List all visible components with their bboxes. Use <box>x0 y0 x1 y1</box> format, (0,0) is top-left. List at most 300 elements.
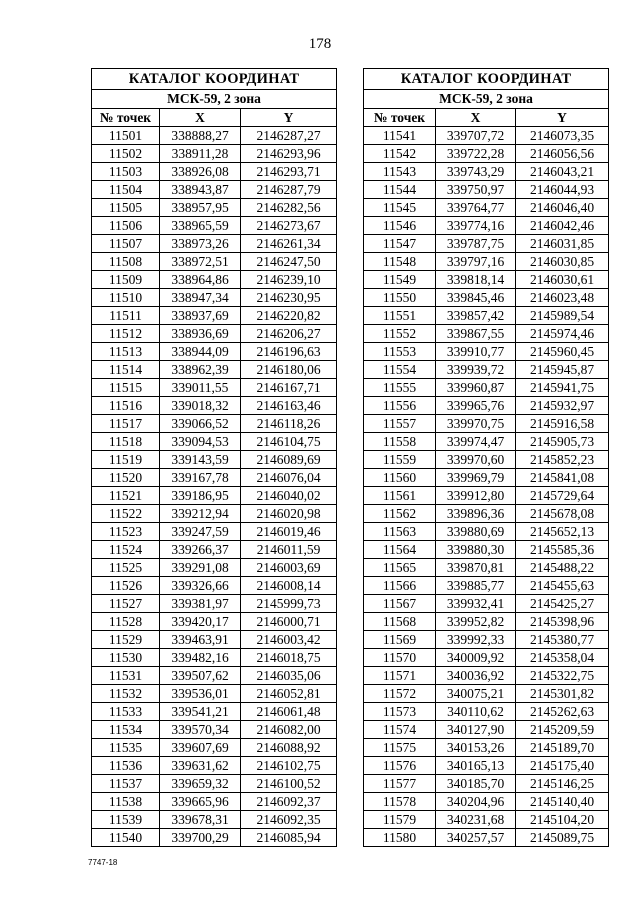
x-coordinate-cell: 339880,30 <box>436 541 516 559</box>
point-number-cell: 11545 <box>364 199 436 217</box>
point-number-cell: 11529 <box>92 631 160 649</box>
x-coordinate-cell: 338957,95 <box>160 199 241 217</box>
table-row <box>364 343 609 361</box>
y-coordinate-cell: 2145999,73 <box>241 595 337 613</box>
point-number-cell: 11536 <box>92 757 160 775</box>
point-number-cell: 11569 <box>364 631 436 649</box>
point-number-cell: 11577 <box>364 775 436 793</box>
catalog-title: КАТАЛОГ КООРДИНАТ <box>364 69 609 90</box>
column-header-y: Y <box>516 109 609 127</box>
y-coordinate-cell: 2145652,13 <box>516 523 609 541</box>
point-number-cell: 11562 <box>364 505 436 523</box>
table-row <box>92 703 337 721</box>
point-number-cell: 11563 <box>364 523 436 541</box>
x-coordinate-cell: 339870,81 <box>436 559 516 577</box>
point-number-cell: 11514 <box>92 361 160 379</box>
y-coordinate-cell: 2145262,63 <box>516 703 609 721</box>
point-number-cell: 11568 <box>364 613 436 631</box>
coordinate-catalog-left <box>91 68 337 847</box>
table-row <box>364 667 609 685</box>
x-coordinate-cell: 338936,69 <box>160 325 241 343</box>
point-number-cell: 11543 <box>364 163 436 181</box>
x-coordinate-cell: 339247,59 <box>160 523 241 541</box>
x-coordinate-cell: 339880,69 <box>436 523 516 541</box>
y-coordinate-cell: 2146247,50 <box>241 253 337 271</box>
x-coordinate-cell: 338911,28 <box>160 145 241 163</box>
column-header-point-number: № точек <box>92 109 160 127</box>
y-coordinate-cell: 2146044,93 <box>516 181 609 199</box>
y-coordinate-cell: 2146082,00 <box>241 721 337 739</box>
table-row <box>92 613 337 631</box>
table-row <box>92 379 337 397</box>
y-coordinate-cell: 2145488,22 <box>516 559 609 577</box>
y-coordinate-cell: 2145209,59 <box>516 721 609 739</box>
point-number-cell: 11513 <box>92 343 160 361</box>
y-coordinate-cell: 2146088,92 <box>241 739 337 757</box>
x-coordinate-cell: 339797,16 <box>436 253 516 271</box>
table-row <box>364 829 609 847</box>
table-row <box>364 739 609 757</box>
y-coordinate-cell: 2146089,69 <box>241 451 337 469</box>
table-row <box>92 523 337 541</box>
point-number-cell: 11535 <box>92 739 160 757</box>
point-number-cell: 11566 <box>364 577 436 595</box>
point-number-cell: 11532 <box>92 685 160 703</box>
table-row <box>364 703 609 721</box>
table-row <box>92 667 337 685</box>
x-coordinate-cell: 339910,77 <box>436 343 516 361</box>
y-coordinate-cell: 2145932,97 <box>516 397 609 415</box>
point-number-cell: 11517 <box>92 415 160 433</box>
y-coordinate-cell: 2146040,02 <box>241 487 337 505</box>
table-row <box>364 685 609 703</box>
table-row <box>92 595 337 613</box>
y-coordinate-cell: 2145678,08 <box>516 505 609 523</box>
x-coordinate-cell: 339212,94 <box>160 505 241 523</box>
point-number-cell: 11526 <box>92 577 160 595</box>
x-coordinate-cell: 340257,57 <box>436 829 516 847</box>
table-row <box>364 721 609 739</box>
table-row <box>92 415 337 433</box>
table-row <box>364 541 609 559</box>
x-coordinate-cell: 339857,42 <box>436 307 516 325</box>
x-coordinate-cell: 339482,16 <box>160 649 241 667</box>
x-coordinate-cell: 339743,29 <box>436 163 516 181</box>
table-row <box>364 793 609 811</box>
point-number-cell: 11518 <box>92 433 160 451</box>
x-coordinate-cell: 339167,78 <box>160 469 241 487</box>
x-coordinate-cell: 339912,80 <box>436 487 516 505</box>
x-coordinate-cell: 339570,34 <box>160 721 241 739</box>
y-coordinate-cell: 2145916,58 <box>516 415 609 433</box>
x-coordinate-cell: 338926,08 <box>160 163 241 181</box>
x-coordinate-cell: 339607,69 <box>160 739 241 757</box>
table-row <box>364 523 609 541</box>
point-number-cell: 11548 <box>364 253 436 271</box>
point-number-cell: 11550 <box>364 289 436 307</box>
y-coordinate-cell: 2145358,04 <box>516 649 609 667</box>
point-number-cell: 11531 <box>92 667 160 685</box>
document-code: 7747-18 <box>88 858 118 867</box>
table-row <box>92 739 337 757</box>
table-row <box>364 775 609 793</box>
y-coordinate-cell: 2145960,45 <box>516 343 609 361</box>
column-header-point-number: № точек <box>364 109 436 127</box>
x-coordinate-cell: 338943,87 <box>160 181 241 199</box>
x-coordinate-cell: 340153,26 <box>436 739 516 757</box>
point-number-cell: 11525 <box>92 559 160 577</box>
y-coordinate-cell: 2146085,94 <box>241 829 337 847</box>
y-coordinate-cell: 2146043,21 <box>516 163 609 181</box>
point-number-cell: 11534 <box>92 721 160 739</box>
table-row <box>364 415 609 433</box>
table-row <box>364 271 609 289</box>
x-coordinate-cell: 340036,92 <box>436 667 516 685</box>
y-coordinate-cell: 2145146,25 <box>516 775 609 793</box>
x-coordinate-cell: 339678,31 <box>160 811 241 829</box>
point-number-cell: 11537 <box>92 775 160 793</box>
y-coordinate-cell: 2146220,82 <box>241 307 337 325</box>
column-header-x: X <box>160 109 241 127</box>
x-coordinate-cell: 339992,33 <box>436 631 516 649</box>
table-row <box>364 397 609 415</box>
table-row <box>92 307 337 325</box>
x-coordinate-cell: 339969,79 <box>436 469 516 487</box>
table-row <box>364 379 609 397</box>
table-row <box>364 199 609 217</box>
y-coordinate-cell: 2146030,61 <box>516 271 609 289</box>
y-coordinate-cell: 2146239,10 <box>241 271 337 289</box>
point-number-cell: 11557 <box>364 415 436 433</box>
x-coordinate-cell: 339952,82 <box>436 613 516 631</box>
point-number-cell: 11504 <box>92 181 160 199</box>
catalog-body <box>92 127 337 847</box>
y-coordinate-cell: 2145398,96 <box>516 613 609 631</box>
table-row <box>92 163 337 181</box>
table-row <box>92 199 337 217</box>
y-coordinate-cell: 2145425,27 <box>516 595 609 613</box>
point-number-cell: 11551 <box>364 307 436 325</box>
point-number-cell: 11539 <box>92 811 160 829</box>
point-number-cell: 11516 <box>92 397 160 415</box>
column-header-x: X <box>436 109 516 127</box>
table-row <box>92 721 337 739</box>
table-row <box>364 433 609 451</box>
x-coordinate-cell: 339536,01 <box>160 685 241 703</box>
point-number-cell: 11542 <box>364 145 436 163</box>
point-number-cell: 11520 <box>92 469 160 487</box>
table-row <box>92 343 337 361</box>
x-coordinate-cell: 339266,37 <box>160 541 241 559</box>
table-row <box>92 541 337 559</box>
point-number-cell: 11527 <box>92 595 160 613</box>
table-row <box>364 145 609 163</box>
x-coordinate-cell: 338964,86 <box>160 271 241 289</box>
x-coordinate-cell: 339970,60 <box>436 451 516 469</box>
y-coordinate-cell: 2146046,40 <box>516 199 609 217</box>
point-number-cell: 11570 <box>364 649 436 667</box>
x-coordinate-cell: 340009,92 <box>436 649 516 667</box>
y-coordinate-cell: 2146008,14 <box>241 577 337 595</box>
point-number-cell: 11544 <box>364 181 436 199</box>
table-row <box>364 649 609 667</box>
y-coordinate-cell: 2145322,75 <box>516 667 609 685</box>
point-number-cell: 11530 <box>92 649 160 667</box>
x-coordinate-cell: 339974,47 <box>436 433 516 451</box>
x-coordinate-cell: 339659,32 <box>160 775 241 793</box>
x-coordinate-cell: 338965,59 <box>160 217 241 235</box>
y-coordinate-cell: 2145852,23 <box>516 451 609 469</box>
y-coordinate-cell: 2146020,98 <box>241 505 337 523</box>
x-coordinate-cell: 339541,21 <box>160 703 241 721</box>
table-row <box>92 649 337 667</box>
table-row <box>364 289 609 307</box>
x-coordinate-cell: 339845,46 <box>436 289 516 307</box>
table-row <box>92 685 337 703</box>
x-coordinate-cell: 339722,28 <box>436 145 516 163</box>
x-coordinate-cell: 338944,09 <box>160 343 241 361</box>
x-coordinate-cell: 339965,76 <box>436 397 516 415</box>
y-coordinate-cell: 2146273,67 <box>241 217 337 235</box>
point-number-cell: 11522 <box>92 505 160 523</box>
point-number-cell: 11511 <box>92 307 160 325</box>
table-row <box>364 217 609 235</box>
table-row <box>364 631 609 649</box>
y-coordinate-cell: 2146287,79 <box>241 181 337 199</box>
table-row <box>92 325 337 343</box>
table-row <box>364 451 609 469</box>
point-number-cell: 11538 <box>92 793 160 811</box>
point-number-cell: 11523 <box>92 523 160 541</box>
y-coordinate-cell: 2146061,48 <box>241 703 337 721</box>
y-coordinate-cell: 2146293,71 <box>241 163 337 181</box>
x-coordinate-cell: 339750,97 <box>436 181 516 199</box>
table-row <box>92 361 337 379</box>
catalog-zone: МСК-59, 2 зона <box>92 90 337 109</box>
page-number: 178 <box>308 36 332 52</box>
point-number-cell: 11541 <box>364 127 436 145</box>
x-coordinate-cell: 339665,96 <box>160 793 241 811</box>
x-coordinate-cell: 339764,77 <box>436 199 516 217</box>
y-coordinate-cell: 2146018,75 <box>241 649 337 667</box>
point-number-cell: 11552 <box>364 325 436 343</box>
y-coordinate-cell: 2146206,27 <box>241 325 337 343</box>
y-coordinate-cell: 2145841,08 <box>516 469 609 487</box>
table-row <box>92 559 337 577</box>
point-number-cell: 11521 <box>92 487 160 505</box>
table-row <box>92 181 337 199</box>
x-coordinate-cell: 339291,08 <box>160 559 241 577</box>
x-coordinate-cell: 339143,59 <box>160 451 241 469</box>
x-coordinate-cell: 339970,75 <box>436 415 516 433</box>
x-coordinate-cell: 339066,52 <box>160 415 241 433</box>
table-row <box>92 235 337 253</box>
x-coordinate-cell: 339631,62 <box>160 757 241 775</box>
x-coordinate-cell: 338888,27 <box>160 127 241 145</box>
point-number-cell: 11556 <box>364 397 436 415</box>
y-coordinate-cell: 2146003,42 <box>241 631 337 649</box>
point-number-cell: 11507 <box>92 235 160 253</box>
table-row <box>92 271 337 289</box>
coordinate-catalog-right <box>363 68 609 847</box>
y-coordinate-cell: 2146031,85 <box>516 235 609 253</box>
point-number-cell: 11506 <box>92 217 160 235</box>
y-coordinate-cell: 2145585,36 <box>516 541 609 559</box>
point-number-cell: 11533 <box>92 703 160 721</box>
x-coordinate-cell: 339420,17 <box>160 613 241 631</box>
point-number-cell: 11567 <box>364 595 436 613</box>
y-coordinate-cell: 2146293,96 <box>241 145 337 163</box>
y-coordinate-cell: 2146287,27 <box>241 127 337 145</box>
y-coordinate-cell: 2145941,75 <box>516 379 609 397</box>
x-coordinate-cell: 339932,41 <box>436 595 516 613</box>
y-coordinate-cell: 2146230,95 <box>241 289 337 307</box>
x-coordinate-cell: 339818,14 <box>436 271 516 289</box>
table-row <box>364 613 609 631</box>
table-row <box>92 217 337 235</box>
table-row <box>364 505 609 523</box>
x-coordinate-cell: 339463,91 <box>160 631 241 649</box>
table-row <box>364 181 609 199</box>
point-number-cell: 11558 <box>364 433 436 451</box>
y-coordinate-cell: 2146261,34 <box>241 235 337 253</box>
table-row <box>92 631 337 649</box>
table-row <box>92 397 337 415</box>
x-coordinate-cell: 339867,55 <box>436 325 516 343</box>
y-coordinate-cell: 2146104,75 <box>241 433 337 451</box>
table-row <box>92 811 337 829</box>
y-coordinate-cell: 2145945,87 <box>516 361 609 379</box>
point-number-cell: 11555 <box>364 379 436 397</box>
y-coordinate-cell: 2146035,06 <box>241 667 337 685</box>
table-row <box>92 505 337 523</box>
x-coordinate-cell: 340127,90 <box>436 721 516 739</box>
point-number-cell: 11565 <box>364 559 436 577</box>
y-coordinate-cell: 2146180,06 <box>241 361 337 379</box>
x-coordinate-cell: 338937,69 <box>160 307 241 325</box>
point-number-cell: 11540 <box>92 829 160 847</box>
x-coordinate-cell: 339707,72 <box>436 127 516 145</box>
y-coordinate-cell: 2146118,26 <box>241 415 337 433</box>
y-coordinate-cell: 2145140,40 <box>516 793 609 811</box>
x-coordinate-cell: 339960,87 <box>436 379 516 397</box>
x-coordinate-cell: 339896,36 <box>436 505 516 523</box>
table-row <box>364 469 609 487</box>
point-number-cell: 11549 <box>364 271 436 289</box>
x-coordinate-cell: 340231,68 <box>436 811 516 829</box>
table-row <box>364 757 609 775</box>
y-coordinate-cell: 2145905,73 <box>516 433 609 451</box>
y-coordinate-cell: 2145104,20 <box>516 811 609 829</box>
table-row <box>364 163 609 181</box>
table-row <box>92 487 337 505</box>
y-coordinate-cell: 2146023,48 <box>516 289 609 307</box>
point-number-cell: 11546 <box>364 217 436 235</box>
point-number-cell: 11559 <box>364 451 436 469</box>
x-coordinate-cell: 340185,70 <box>436 775 516 793</box>
y-coordinate-cell: 2146196,63 <box>241 343 337 361</box>
point-number-cell: 11571 <box>364 667 436 685</box>
y-coordinate-cell: 2146282,56 <box>241 199 337 217</box>
x-coordinate-cell: 339774,16 <box>436 217 516 235</box>
table-row <box>92 577 337 595</box>
table-row <box>364 487 609 505</box>
y-coordinate-cell: 2145974,46 <box>516 325 609 343</box>
table-row <box>92 145 337 163</box>
point-number-cell: 11573 <box>364 703 436 721</box>
point-number-cell: 11509 <box>92 271 160 289</box>
x-coordinate-cell: 340204,96 <box>436 793 516 811</box>
table-row <box>92 469 337 487</box>
table-row <box>92 289 337 307</box>
y-coordinate-cell: 2146056,56 <box>516 145 609 163</box>
x-coordinate-cell: 339018,32 <box>160 397 241 415</box>
point-number-cell: 11561 <box>364 487 436 505</box>
catalog-body <box>364 127 609 847</box>
table-row <box>92 757 337 775</box>
point-number-cell: 11578 <box>364 793 436 811</box>
x-coordinate-cell: 339326,66 <box>160 577 241 595</box>
y-coordinate-cell: 2146100,52 <box>241 775 337 793</box>
y-coordinate-cell: 2146019,46 <box>241 523 337 541</box>
y-coordinate-cell: 2145989,54 <box>516 307 609 325</box>
table-row <box>364 235 609 253</box>
x-coordinate-cell: 338973,26 <box>160 235 241 253</box>
y-coordinate-cell: 2145189,70 <box>516 739 609 757</box>
point-number-cell: 11572 <box>364 685 436 703</box>
table-row <box>92 793 337 811</box>
point-number-cell: 11560 <box>364 469 436 487</box>
y-coordinate-cell: 2146003,69 <box>241 559 337 577</box>
point-number-cell: 11528 <box>92 613 160 631</box>
table-row <box>92 451 337 469</box>
catalog-zone: МСК-59, 2 зона <box>364 90 609 109</box>
table-row <box>364 361 609 379</box>
table-row <box>364 811 609 829</box>
catalog-title: КАТАЛОГ КООРДИНАТ <box>92 69 337 90</box>
table-row <box>92 433 337 451</box>
point-number-cell: 11575 <box>364 739 436 757</box>
y-coordinate-cell: 2146052,81 <box>241 685 337 703</box>
x-coordinate-cell: 339011,55 <box>160 379 241 397</box>
y-coordinate-cell: 2145455,63 <box>516 577 609 595</box>
y-coordinate-cell: 2146163,46 <box>241 397 337 415</box>
point-number-cell: 11512 <box>92 325 160 343</box>
x-coordinate-cell: 338947,34 <box>160 289 241 307</box>
y-coordinate-cell: 2146167,71 <box>241 379 337 397</box>
y-coordinate-cell: 2146076,04 <box>241 469 337 487</box>
y-coordinate-cell: 2146092,37 <box>241 793 337 811</box>
point-number-cell: 11508 <box>92 253 160 271</box>
x-coordinate-cell: 340075,21 <box>436 685 516 703</box>
table-row <box>364 253 609 271</box>
point-number-cell: 11579 <box>364 811 436 829</box>
point-number-cell: 11564 <box>364 541 436 559</box>
table-row <box>364 127 609 145</box>
x-coordinate-cell: 339094,53 <box>160 433 241 451</box>
column-header-y: Y <box>241 109 337 127</box>
point-number-cell: 11574 <box>364 721 436 739</box>
table-row <box>92 775 337 793</box>
y-coordinate-cell: 2146092,35 <box>241 811 337 829</box>
table-row <box>92 253 337 271</box>
y-coordinate-cell: 2145089,75 <box>516 829 609 847</box>
x-coordinate-cell: 339787,75 <box>436 235 516 253</box>
point-number-cell: 11501 <box>92 127 160 145</box>
point-number-cell: 11502 <box>92 145 160 163</box>
point-number-cell: 11547 <box>364 235 436 253</box>
y-coordinate-cell: 2146030,85 <box>516 253 609 271</box>
